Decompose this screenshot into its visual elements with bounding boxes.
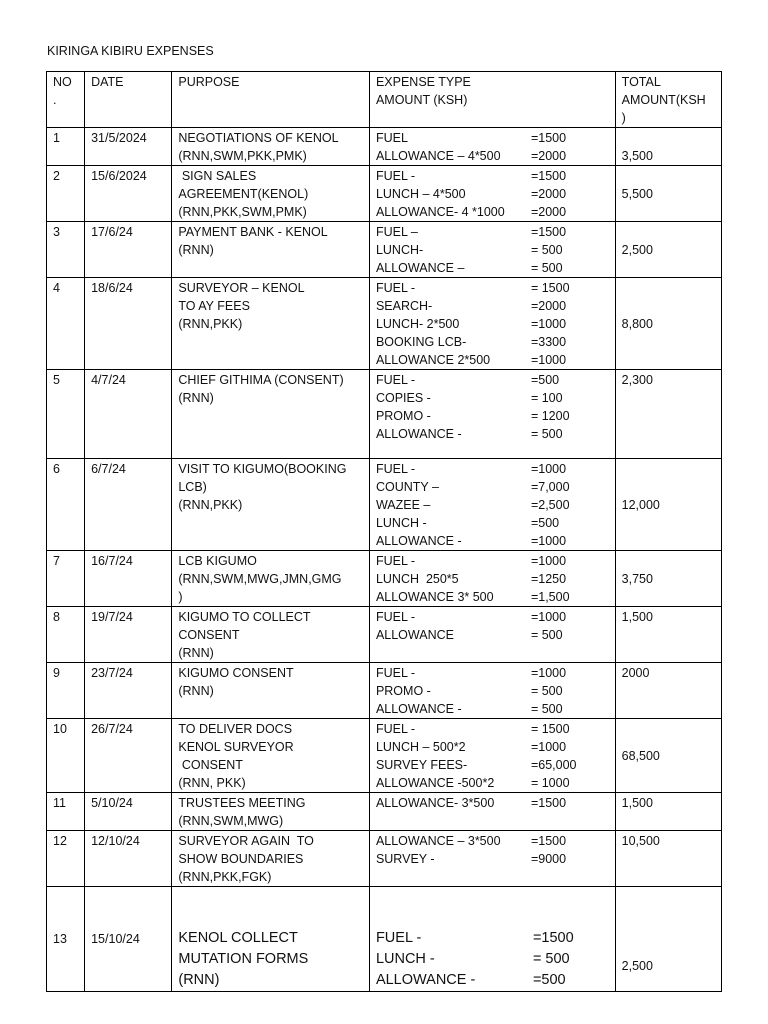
header-date: DATE	[85, 72, 172, 128]
row-total: 2,500	[615, 887, 721, 992]
expense-label: ALLOWANCE – 3*500	[375, 834, 501, 848]
expense-label: SURVEY FEES-	[375, 758, 468, 772]
expense-amount: =1500	[530, 131, 567, 145]
expense-label: ALLOWANCE – 4*500	[375, 149, 501, 163]
expense-item	[376, 333, 609, 351]
expense-item	[376, 608, 609, 626]
row-number: 7	[47, 551, 85, 607]
purpose-line: (RNN)	[178, 391, 214, 405]
row-expense-items	[369, 607, 615, 663]
expense-label: ALLOWANCE 2*500	[375, 353, 491, 367]
expense-amount: =500	[532, 972, 566, 988]
row-date: 18/6/24	[85, 278, 172, 370]
expense-amount: =2,500	[530, 498, 570, 512]
expense-amount: =1500	[532, 930, 574, 946]
purpose-line: (RNN,PKK)	[178, 498, 243, 512]
expense-label: LUNCH-	[375, 243, 424, 257]
expense-amount: =500	[530, 373, 560, 387]
expense-amount: =1500	[530, 225, 567, 239]
expense-amount: =7,000	[530, 480, 570, 494]
row-purpose	[172, 128, 370, 166]
expense-item	[376, 460, 609, 478]
row-number: 9	[47, 663, 85, 719]
header-total	[615, 72, 721, 128]
expense-label: FUEL -	[375, 722, 416, 736]
row-number: 10	[47, 719, 85, 793]
purpose-line: (RNN, PKK)	[178, 776, 246, 790]
purpose-line: SHOW BOUNDARIES	[178, 852, 304, 866]
expense-amount: =65,000	[530, 758, 577, 772]
expense-label: ALLOWANCE- 4 *1000	[375, 205, 505, 219]
row-number: 13	[47, 887, 85, 992]
purpose-line: (RNN)	[178, 646, 214, 660]
purpose-line: (RNN)	[178, 243, 214, 257]
document-title: KIRINGA KIBIRU EXPENSES	[47, 44, 214, 58]
row-total: 8,800	[615, 278, 721, 370]
row-number: 5	[47, 370, 85, 459]
purpose-line: KENOL COLLECT	[178, 930, 298, 946]
header-purpose: PURPOSE	[172, 72, 370, 128]
expense-amount: = 1500	[530, 722, 570, 736]
row-total: 10,500	[615, 831, 721, 887]
expense-label: ALLOWANCE	[375, 628, 454, 642]
row-purpose	[172, 719, 370, 793]
row-total: 2,300	[615, 370, 721, 459]
expense-amount: =1500	[530, 796, 567, 810]
purpose-line: CONSENT	[178, 758, 243, 772]
row-total: 1,500	[615, 607, 721, 663]
expense-amount: =1500	[530, 169, 567, 183]
purpose-line: (RNN)	[178, 684, 214, 698]
table-row	[47, 166, 722, 222]
table-row	[47, 278, 722, 370]
expense-label: LUNCH – 4*500	[375, 187, 466, 201]
expense-item	[376, 371, 609, 389]
row-total: 1,500	[615, 793, 721, 831]
purpose-line: LCB KIGUMO	[178, 554, 257, 568]
purpose-line: CHIEF GITHIMA (CONSENT)	[178, 373, 344, 387]
header-row	[47, 72, 722, 128]
expense-label: ALLOWANCE -	[375, 427, 462, 441]
header-type-line: AMOUNT (KSH)	[375, 93, 468, 107]
row-date: 15/10/24	[85, 887, 172, 992]
row-total: 12,000	[615, 459, 721, 551]
row-date: 17/6/24	[85, 222, 172, 278]
expense-amount: =1500	[530, 834, 567, 848]
purpose-line: AGREEMENT(KENOL)	[178, 187, 309, 201]
row-total: 3,750	[615, 551, 721, 607]
table-row	[47, 719, 722, 793]
row-total: 3,500	[615, 128, 721, 166]
expense-label: FUEL -	[375, 169, 416, 183]
expense-label: SURVEY -	[375, 852, 435, 866]
expense-amount: = 500	[530, 684, 563, 698]
row-purpose	[172, 607, 370, 663]
expense-item	[376, 514, 609, 532]
table-body	[47, 128, 722, 992]
expense-item	[376, 700, 609, 718]
purpose-line: MUTATION FORMS	[178, 951, 309, 967]
purpose-line: SURVEYOR AGAIN TO	[178, 834, 314, 848]
table-row	[47, 370, 722, 459]
expense-amount: = 100	[530, 391, 563, 405]
row-expense-items	[369, 551, 615, 607]
expense-item	[376, 297, 609, 315]
expense-label: FUEL -	[375, 373, 416, 387]
row-purpose	[172, 887, 370, 992]
row-date: 31/5/2024	[85, 128, 172, 166]
table-row	[47, 887, 722, 992]
purpose-line: (RNN,PKK,FGK)	[178, 870, 272, 884]
expense-amount: = 1000	[530, 776, 570, 790]
expense-item	[376, 241, 609, 259]
header-type-line: EXPENSE TYPE	[375, 75, 471, 89]
expense-label: FUEL -	[375, 554, 416, 568]
expense-label: ALLOWANCE -500*2	[375, 776, 495, 790]
expense-label: COUNTY –	[375, 480, 439, 494]
row-purpose	[172, 793, 370, 831]
expense-item	[376, 478, 609, 496]
expense-amount: =9000	[530, 852, 567, 866]
expense-label: SEARCH-	[375, 299, 433, 313]
row-number: 12	[47, 831, 85, 887]
expense-label: ALLOWANCE 3* 500	[375, 590, 494, 604]
expense-label: ALLOWANCE -	[375, 702, 462, 716]
row-date: 23/7/24	[85, 663, 172, 719]
purpose-line: TO AY FEES	[178, 299, 250, 313]
row-purpose	[172, 831, 370, 887]
expense-item	[376, 664, 609, 682]
expense-item	[376, 532, 609, 550]
expense-label: ALLOWANCE –	[375, 261, 465, 275]
row-purpose	[172, 370, 370, 459]
expense-label: BOOKING LCB-	[375, 335, 467, 349]
expense-label: LUNCH -	[375, 951, 435, 967]
row-purpose	[172, 222, 370, 278]
row-date: 5/10/24	[85, 793, 172, 831]
expense-amount: =1000	[530, 554, 567, 568]
row-number: 3	[47, 222, 85, 278]
purpose-line: TO DELIVER DOCS	[178, 722, 293, 736]
expense-item	[376, 928, 609, 949]
purpose-line: SIGN SALES	[178, 169, 257, 183]
expense-amount: = 500	[532, 951, 570, 967]
row-date: 26/7/24	[85, 719, 172, 793]
expense-item	[376, 794, 609, 812]
expense-amount: =3300	[530, 335, 567, 349]
row-expense-items	[369, 663, 615, 719]
row-date: 15/6/2024	[85, 166, 172, 222]
row-expense-items	[369, 128, 615, 166]
row-purpose	[172, 551, 370, 607]
purpose-line: VISIT TO KIGUMO(BOOKING	[178, 462, 347, 476]
row-date: 16/7/24	[85, 551, 172, 607]
expense-amount: =2000	[530, 149, 567, 163]
expense-label: LUNCH- 2*500	[375, 317, 460, 331]
expense-amount: =1250	[530, 572, 567, 586]
row-number: 11	[47, 793, 85, 831]
header-expense-type	[369, 72, 615, 128]
expense-amount: = 500	[530, 427, 563, 441]
expense-label: ALLOWANCE -	[375, 972, 476, 988]
purpose-line: TRUSTEES MEETING	[178, 796, 306, 810]
expense-label: WAZEE –	[375, 498, 431, 512]
expense-label: ALLOWANCE- 3*500	[375, 796, 495, 810]
purpose-line: (RNN,PKK,SWM,PMK)	[178, 205, 307, 219]
purpose-line: KIGUMO TO COLLECT	[178, 610, 311, 624]
expense-item	[376, 167, 609, 185]
header-no-line: NO	[53, 75, 72, 89]
expense-item	[376, 223, 609, 241]
header-total-line: AMOUNT(KSH	[621, 93, 706, 107]
expense-item	[376, 259, 609, 277]
expense-amount: =1000	[530, 462, 567, 476]
expense-item	[376, 570, 609, 588]
expense-amount: =1000	[530, 353, 567, 367]
row-expense-items	[369, 222, 615, 278]
expense-amount: =1000	[530, 610, 567, 624]
expense-label: FUEL -	[375, 666, 416, 680]
expense-amount: =2000	[530, 299, 567, 313]
expense-label: FUEL	[375, 131, 408, 145]
expenses-table	[46, 71, 722, 992]
table-row	[47, 128, 722, 166]
purpose-line: LCB)	[178, 480, 207, 494]
row-total: 68,500	[615, 719, 721, 793]
expense-amount: = 500	[530, 243, 563, 257]
row-number: 1	[47, 128, 85, 166]
row-total: 2000	[615, 663, 721, 719]
row-expense-items	[369, 370, 615, 459]
purpose-line: PAYMENT BANK - KENOL	[178, 225, 328, 239]
row-expense-items	[369, 166, 615, 222]
expense-item	[376, 129, 609, 147]
expense-item	[376, 850, 609, 868]
row-purpose	[172, 278, 370, 370]
expense-label: FUEL -	[375, 610, 416, 624]
purpose-line: KENOL SURVEYOR	[178, 740, 294, 754]
expense-item	[376, 496, 609, 514]
expense-amount: =1000	[530, 666, 567, 680]
expense-amount: = 1200	[530, 409, 570, 423]
expense-label: ALLOWANCE -	[375, 534, 462, 548]
row-total: 5,500	[615, 166, 721, 222]
expense-item	[376, 970, 609, 991]
table-row	[47, 793, 722, 831]
row-purpose	[172, 663, 370, 719]
table-row	[47, 663, 722, 719]
expense-item	[376, 738, 609, 756]
expense-item	[376, 774, 609, 792]
expense-label: LUNCH – 500*2	[375, 740, 466, 754]
table-row	[47, 607, 722, 663]
purpose-line: (RNN)	[178, 972, 220, 988]
row-expense-items	[369, 459, 615, 551]
expense-item	[376, 389, 609, 407]
row-number: 8	[47, 607, 85, 663]
row-purpose	[172, 459, 370, 551]
expense-item	[376, 147, 609, 165]
expense-item	[376, 279, 609, 297]
expense-label: COPIES -	[375, 391, 431, 405]
expense-label: FUEL -	[375, 281, 416, 295]
expense-item	[376, 203, 609, 221]
purpose-line: )	[178, 590, 183, 604]
table-row	[47, 831, 722, 887]
expense-amount: = 1500	[530, 281, 570, 295]
row-expense-items	[369, 887, 615, 992]
purpose-line: SURVEYOR – KENOL	[178, 281, 305, 295]
purpose-line: (RNN,SWM,PKK,PMK)	[178, 149, 307, 163]
expense-amount: = 500	[530, 702, 563, 716]
header-total-line: TOTAL	[621, 75, 661, 89]
purpose-line: KIGUMO CONSENT	[178, 666, 294, 680]
expense-item	[376, 626, 609, 644]
expense-amount: =2000	[530, 187, 567, 201]
expense-item	[376, 588, 609, 606]
row-expense-items	[369, 719, 615, 793]
row-number: 2	[47, 166, 85, 222]
expense-amount: =2000	[530, 205, 567, 219]
expense-item	[376, 351, 609, 369]
purpose-line: CONSENT	[178, 628, 240, 642]
expense-amount: =500	[530, 516, 560, 530]
purpose-line: (RNN,SWM,MWG,JMN,GMG	[178, 572, 342, 586]
expense-item	[376, 407, 609, 425]
row-date: 4/7/24	[85, 370, 172, 459]
header-no	[47, 72, 85, 128]
expense-item	[376, 682, 609, 700]
expense-label: PROMO -	[375, 409, 431, 423]
expense-amount: =1000	[530, 740, 567, 754]
expense-label: PROMO -	[375, 684, 431, 698]
expense-label: LUNCH 250*5	[375, 572, 459, 586]
expense-item	[376, 720, 609, 738]
table-row	[47, 459, 722, 551]
expense-label: FUEL -	[375, 462, 416, 476]
purpose-line: NEGOTIATIONS OF KENOL	[178, 131, 339, 145]
expense-amount: =1,500	[530, 590, 570, 604]
row-date: 19/7/24	[85, 607, 172, 663]
expense-amount: = 500	[530, 628, 563, 642]
expense-label: LUNCH -	[375, 516, 427, 530]
row-number: 6	[47, 459, 85, 551]
expense-item	[376, 425, 609, 443]
expense-item	[376, 756, 609, 774]
row-date: 12/10/24	[85, 831, 172, 887]
table-row	[47, 222, 722, 278]
header-no-line: .	[53, 93, 57, 107]
expense-label: FUEL -	[375, 930, 422, 946]
expense-amount: = 500	[530, 261, 563, 275]
table-row	[47, 551, 722, 607]
expense-item	[376, 949, 609, 970]
row-expense-items	[369, 793, 615, 831]
row-date: 6/7/24	[85, 459, 172, 551]
row-purpose	[172, 166, 370, 222]
row-total: 2,500	[615, 222, 721, 278]
expense-item	[376, 832, 609, 850]
row-number: 4	[47, 278, 85, 370]
expense-item	[376, 315, 609, 333]
expense-amount: =1000	[530, 317, 567, 331]
row-expense-items	[369, 831, 615, 887]
expense-item	[376, 552, 609, 570]
purpose-line: (RNN,SWM,MWG)	[178, 814, 284, 828]
header-total-line: )	[621, 111, 626, 125]
purpose-line: (RNN,PKK)	[178, 317, 243, 331]
expense-item	[376, 185, 609, 203]
expense-label: FUEL –	[375, 225, 418, 239]
expense-amount: =1000	[530, 534, 567, 548]
row-expense-items	[369, 278, 615, 370]
